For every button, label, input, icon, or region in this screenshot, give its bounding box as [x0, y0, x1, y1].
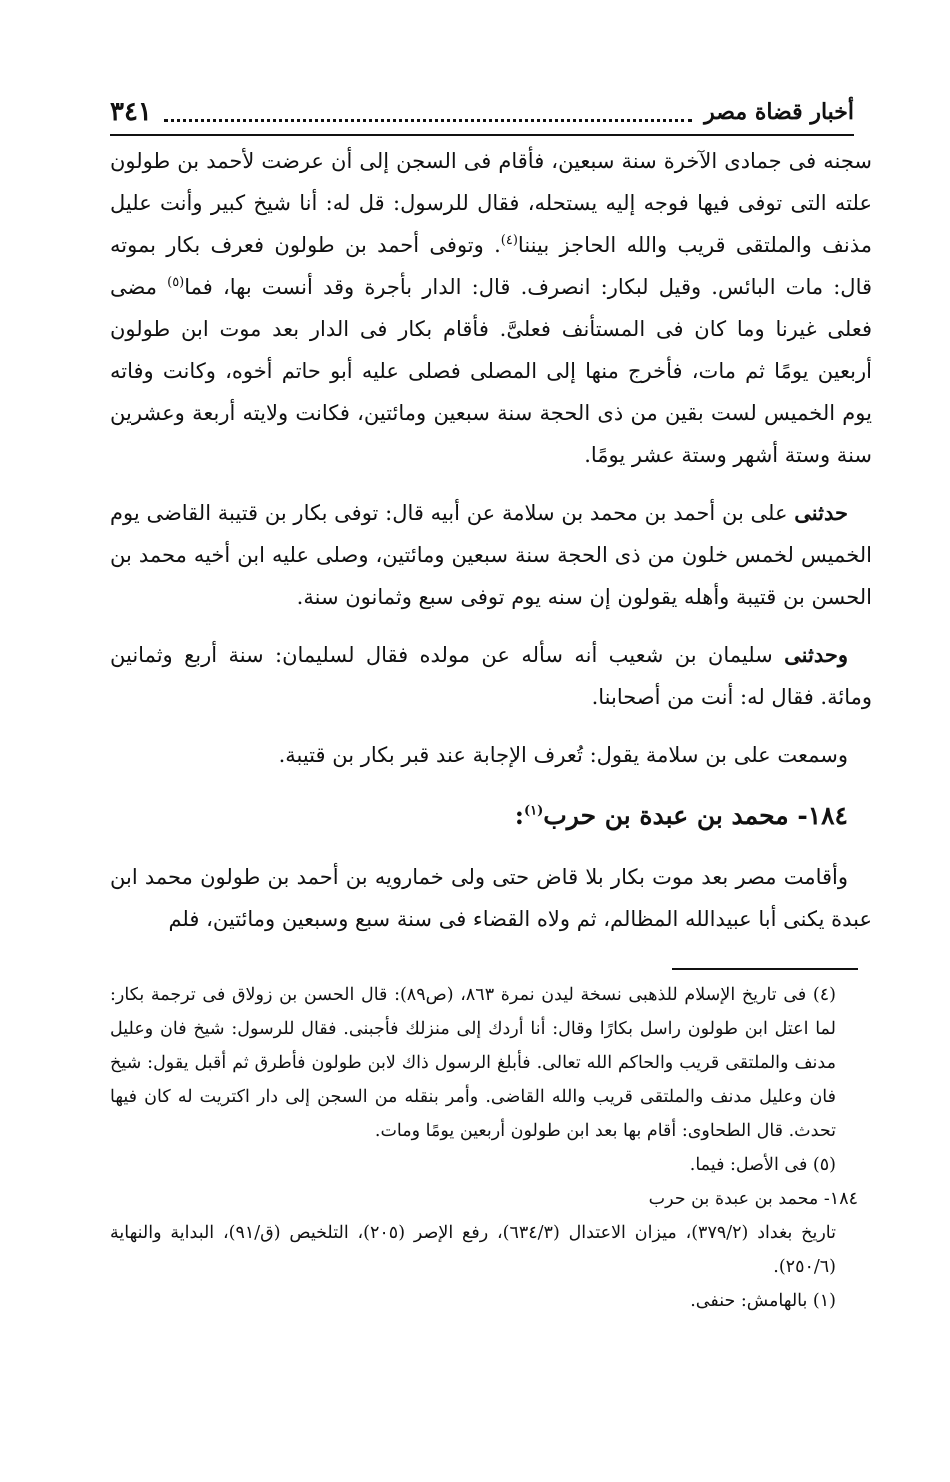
book-title: أخبار قضاة مصر	[704, 99, 854, 125]
footnotes	[110, 978, 858, 1318]
footnote-ref-1: (١)	[523, 803, 544, 819]
paragraph-5: وأقامت مصر بعد موت بكار بلا قاض حتى ولى خمارويه بن أحمد بن طولون محمد ابن عبدة يكنى أبا عبيدالله المظالم، ثم ولاه القضاء فى سنة سبع وسبعين ومائتين، فلم	[110, 865, 872, 931]
paragraph-3: وحدثنى سليمان بن شعيب أنه سأله عن مولده فقال لسليمان: سنة أربع وثمانين ومائة. فقال له: أنت من أصحابنا.	[110, 642, 872, 709]
footnote-ref-4: (٤)	[500, 233, 518, 248]
footnote-1: (١) بالهامش: حنفى.	[690, 1291, 836, 1311]
footnote-ref-5: (٥)	[167, 275, 185, 290]
footnote-separator	[672, 968, 858, 970]
paragraph-1: سجنه فى جمادى الآخرة سنة سبعين، فأقام فى السجن إلى أن عرضت لأحمد بن طولون علته التى توفى فيها فوجه إليه يستحله، فقال للرسول: قل له: أنا شيخ كبير وأنت عليل مذنف والملتقى قريب والله الحاجز بيننا$^{(٤)}$. وتوفى أحمد بن طولون فعرف بكار بموته قال: مات البائس. وقيل لبكار: انصرف. قال: الدار بأجرة وقد أنست بها، فما$^{(٥)}$ مضى فعلى غيرنا وما كان فى المستأنف فعلىَّ. فأقام بكار فى الدار بعد موت ابن طولون أربعين يومًا ثم مات، فأخرج منها إلى المصلى فصلى عليه أبو حاتم أخوه، وكانت وفاته يوم الخميس لست بقين من ذى الحجة سنة سبعين ومائتين، فكانت ولايته أربعة وعشرين سنة وستة أشهر وستة عشر يومًا.	[110, 149, 873, 467]
main-text	[110, 140, 872, 940]
footnote-entry-184-title: ١٨٤- محمد بن عبدة بن حرب	[648, 1189, 858, 1209]
entry-heading: ١٨٤- محمد بن عبدة بن حرب$^{(١)}$:	[514, 801, 848, 830]
paragraph-lead: حدثنى	[794, 500, 848, 525]
paragraph-2: حدثنى على بن أحمد بن محمد بن سلامة عن أبيه قال: توفى بكار بن قتيبة القاضى يوم الخميس لخمس خلون من ذى الحجة سنة سبعين ومائتين، وصلى عليه ابن أخيه محمد بن الحسن بن قتيبة وأهله يقولون إن سنه يوم توفى سبع وثمانون سنة.	[110, 500, 872, 609]
leader-dots	[164, 107, 692, 122]
paragraph-4: وسمعت على بن سلامة يقول: تُعرف الإجابة عند قبر بكار بن قتيبة.	[278, 743, 848, 767]
footnote-5: (٥) فى الأصل: فيما.	[689, 1155, 836, 1175]
running-header	[110, 90, 854, 136]
footnote-4: (٤) فى تاريخ الإسلام للذهبى نسخة ليدن نمرة ٨٦٣، (ص٨٩): قال الحسن بن زولاق فى ترجمة بكار: لما اعتل ابن طولون راسل بكارًا وقال: أنا أردك إلى منزلك فأجبنى. فقال للرسول: شيخ فان وعليل مدنف والملتقى قريب والحاكم الله تعالى. فأبلغ الرسول ذاك لابن طولون فأطرق ثم أقبل يقول: شيخ فان وعليل مدنف والملتقى قريب والله القاضى. وأمر بنقله من السجن إلى دار اكتريت له كان فيها تحدث. قال الطحاوى: أقام بها بعد ابن طولون أربعين يومًا ومات.	[110, 985, 836, 1141]
paragraph-lead: وحدثنى	[784, 642, 848, 667]
footnote-entry-184-refs: تاريخ بغداد (٣٧٩/٢)، ميزان الاعتدال (٦٣٤/٣)، رفع الإصر (٢٠٥)، التلخيص (ق/٩١)، البداية والنهاية (٢٥٠/٦).	[110, 1223, 836, 1277]
page-number: ٣٤١	[110, 97, 152, 127]
